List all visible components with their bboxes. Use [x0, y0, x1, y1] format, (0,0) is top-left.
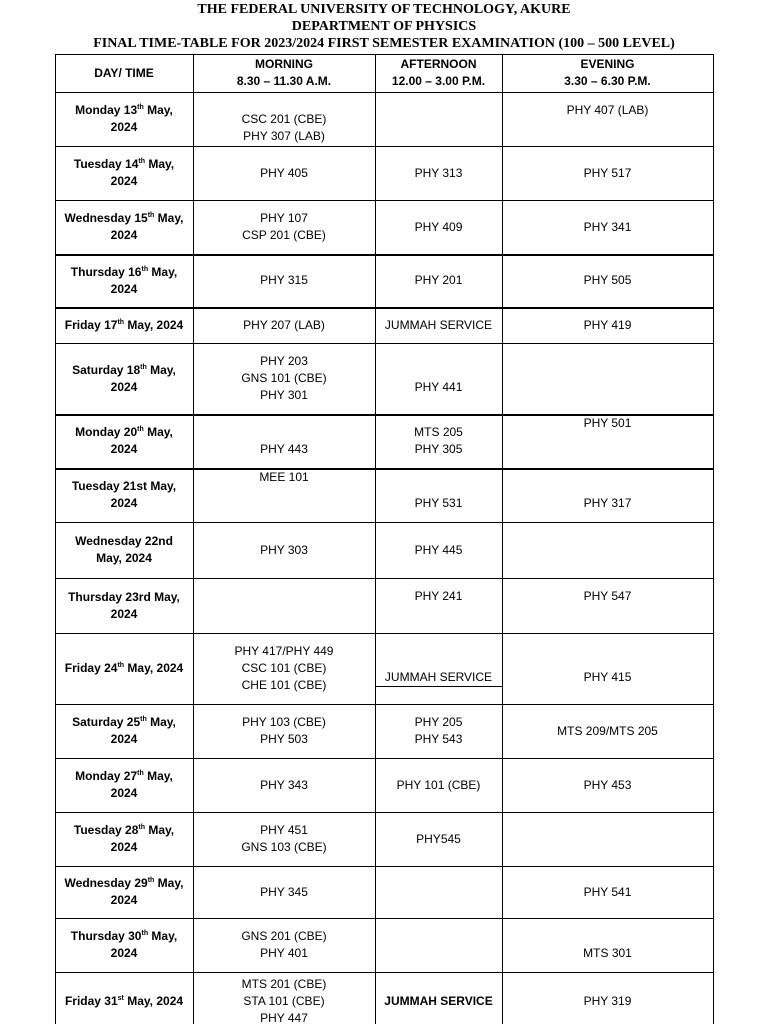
row-day-label: [55, 362, 193, 379]
row-day-label: [55, 928, 193, 945]
row-day-suffix: th: [137, 426, 144, 433]
cell-afternoon: [375, 588, 502, 605]
timetable-title: FINAL TIME-TABLE FOR 2023/2024 FIRST SEMESTER EXAMINATION (100 – 500 LEVEL): [93, 36, 675, 51]
cell-morning-line: PHY 443: [260, 442, 308, 456]
row-day-label: [55, 264, 193, 281]
cell-morning: [193, 353, 375, 404]
row-day-year: May, 2024: [96, 551, 152, 565]
row-day-year: 2024: [110, 840, 138, 854]
cell-morning: [193, 111, 375, 145]
cell-evening: [502, 723, 713, 740]
row-day-label: [55, 478, 193, 495]
row-day-rest: May,: [148, 264, 178, 279]
row-day-year: 2024: [110, 174, 138, 188]
row-day: [55, 362, 193, 396]
row-day-year: 2024: [110, 281, 138, 296]
row-day-suffix: th: [147, 212, 155, 219]
cell-evening-line: PHY 341: [583, 219, 632, 234]
row-day: [55, 424, 193, 458]
cell-evening: [502, 272, 713, 289]
row-divider: [55, 200, 714, 201]
cell-morning-line: MTS 201 (CBE): [241, 976, 327, 991]
row-day-text: Wednesday 22nd: [75, 534, 173, 548]
row-divider: [55, 146, 714, 147]
column-header-evening: [502, 56, 713, 90]
row-day: [55, 317, 193, 334]
row-day-text: Thursday 30: [70, 929, 142, 943]
cell-evening: [502, 219, 713, 236]
cell-morning-line: PHY 405: [260, 165, 308, 180]
row-day-rest: May,: [148, 929, 178, 943]
cell-morning-line: PHY 315: [260, 273, 308, 287]
cell-afternoon-line: PHY 409: [414, 219, 463, 234]
cell-morning-line: PHY 343: [260, 777, 308, 792]
row-day-rest: May,: [146, 715, 176, 729]
row-day-year: 2024: [110, 442, 138, 456]
cell-afternoon-line: PHY 531: [414, 496, 463, 510]
row-day-text: Tuesday 28: [73, 823, 139, 837]
cell-evening-line: PHY 415: [583, 669, 632, 684]
row-day: [55, 993, 193, 1010]
cell-morning-line: PHY 207 (LAB): [243, 317, 325, 332]
row-day: [55, 875, 193, 909]
cell-afternoon-line: PHY 305: [414, 442, 463, 456]
cell-evening: [502, 777, 713, 794]
cell-afternoon: [375, 777, 502, 794]
cell-morning-line: GNS 101 (CBE): [241, 371, 327, 385]
cell-morning: [193, 643, 375, 694]
row-day-text: Thursday 16: [70, 264, 142, 279]
cell-afternoon: [375, 669, 502, 686]
cell-morning: [193, 469, 375, 486]
cell-evening-line: PHY 501: [583, 416, 632, 430]
cell-afternoon-line: PHY 441: [414, 379, 463, 394]
row-divider: [55, 704, 714, 705]
row-day-suffix: th: [137, 104, 144, 111]
row-day-text: Friday 24: [64, 661, 118, 675]
cell-morning-line: PHY 107: [260, 211, 308, 225]
row-divider: [55, 812, 714, 813]
row-day-year: 2024: [110, 606, 138, 621]
cell-evening: [502, 165, 713, 182]
cell-afternoon-line: PHY 101 (CBE): [396, 777, 481, 792]
cell-evening: [502, 669, 713, 686]
cell-afternoon-line: MTS 205: [414, 425, 463, 439]
row-day-suffix: th: [138, 824, 145, 831]
row-day: [55, 714, 193, 748]
cell-morning-line: GNS 103 (CBE): [241, 840, 327, 854]
row-day-suffix: th: [141, 265, 149, 273]
row-day-label: [55, 660, 193, 677]
row-day-text: Saturday 18: [72, 362, 141, 377]
row-day-suffix: st: [117, 994, 124, 1002]
row-day-suffix: th: [140, 363, 147, 371]
row-day-label: [55, 768, 193, 785]
cell-evening-line: MTS 301: [583, 946, 632, 960]
cell-evening: [502, 415, 713, 432]
cell-morning-line: STA 101 (CBE): [243, 993, 325, 1008]
cell-morning: [193, 714, 375, 748]
row-day-label: [55, 714, 193, 731]
cell-evening: [502, 993, 713, 1010]
row-day-suffix: th: [117, 318, 125, 326]
row-day-year: 2024: [110, 732, 138, 746]
cell-afternoon: [375, 379, 502, 396]
cell-morning: [193, 542, 375, 559]
row-day-year: 2024: [110, 379, 138, 394]
cell-morning-line: CSP 201 (CBE): [242, 228, 326, 242]
row-day-year: 2024: [110, 786, 138, 800]
row-day: [55, 589, 193, 623]
row-day-suffix: th: [138, 158, 145, 165]
cell-afternoon: [375, 165, 502, 182]
cell-divider: [375, 686, 502, 687]
row-day-label: [55, 533, 193, 550]
cell-evening-line: MTS 209/MTS 205: [557, 723, 658, 738]
cell-afternoon-line: PHY 241: [414, 589, 463, 603]
row-day-suffix: th: [147, 877, 155, 884]
column-header-day-time: DAY/ TIME: [94, 65, 154, 80]
row-divider: [55, 522, 714, 523]
cell-evening: [502, 588, 713, 605]
cell-evening-line: PHY 407 (LAB): [566, 103, 649, 117]
row-day: [55, 478, 193, 512]
cell-evening-line: PHY 453: [583, 777, 632, 792]
cell-afternoon: [375, 424, 502, 458]
cell-morning-line: PHY 401: [260, 946, 308, 960]
row-divider: [55, 972, 714, 973]
cell-evening-line: PHY 541: [583, 884, 632, 899]
cell-evening-line: PHY 547: [583, 589, 632, 603]
cell-afternoon: [375, 272, 502, 289]
row-day-rest: May,: [154, 211, 184, 225]
cell-morning-line: PHY 447: [260, 1010, 308, 1025]
row-day: [55, 928, 193, 962]
cell-morning-line: PHY 417/PHY 449: [234, 644, 334, 658]
row-day: [55, 156, 193, 190]
row-day-text: Tuesday 14: [73, 157, 139, 171]
row-day-rest: May,: [154, 876, 184, 890]
cell-morning: [193, 272, 375, 289]
row-day: [55, 264, 193, 298]
row-day-suffix: th: [140, 716, 147, 723]
university-title: THE FEDERAL UNIVERSITY OF TECHNOLOGY, AKURE: [197, 2, 571, 17]
row-day-rest: May, 2024: [124, 317, 184, 332]
row-day-text: Monday 13: [75, 103, 138, 117]
cell-morning-line: PHY 103 (CBE): [242, 715, 326, 729]
cell-morning-line: MEE 101: [259, 470, 309, 484]
cell-evening-line: PHY 319: [583, 993, 632, 1008]
row-divider: [55, 468, 714, 470]
column-divider: [193, 54, 194, 1024]
cell-morning-line: CSC 101 (CBE): [241, 661, 327, 675]
row-day-text: Wednesday 15: [64, 211, 148, 225]
row-day-rest: May, 2024: [124, 661, 184, 675]
cell-evening-line: PHY 317: [583, 496, 632, 510]
row-day-year: 2024: [110, 946, 138, 960]
row-day-label: [55, 102, 193, 119]
row-day: [55, 660, 193, 677]
cell-afternoon: [375, 831, 502, 848]
row-day-year: 2024: [110, 893, 138, 907]
cell-afternoon: [375, 714, 502, 748]
column-header-morning-time: 8.30 – 11.30 A.M.: [236, 74, 332, 88]
column-divider: [375, 54, 376, 1024]
row-day-year: 2024: [110, 228, 138, 242]
row-day: [55, 210, 193, 244]
cell-evening: [502, 102, 713, 119]
row-day-label: [55, 156, 193, 173]
cell-afternoon-line: PHY 313: [414, 165, 463, 180]
row-day-text: Thursday 23rd May,: [68, 589, 180, 604]
row-divider: [55, 307, 714, 309]
row-day: [55, 822, 193, 856]
row-day-text: Monday 27: [75, 769, 138, 783]
cell-afternoon: [375, 219, 502, 236]
row-day-rest: May,: [144, 157, 175, 171]
cell-morning: [193, 884, 375, 901]
cell-morning-line: PHY 307 (LAB): [243, 128, 325, 143]
cell-morning-line: PHY 301: [260, 388, 308, 402]
cell-afternoon-line: PHY 201: [414, 273, 463, 287]
cell-afternoon: [375, 542, 502, 559]
row-day-text: Tuesday 21st May,: [71, 479, 177, 493]
cell-evening: [502, 317, 713, 334]
row-day-suffix: th: [137, 770, 144, 777]
cell-morning-line: PHY 345: [260, 884, 308, 899]
row-day-text: Wednesday 29: [64, 876, 148, 890]
row-divider: [55, 918, 714, 919]
cell-evening: [502, 945, 713, 962]
row-divider: [55, 54, 714, 55]
column-divider: [713, 54, 714, 1024]
column-header-evening-time: 3.30 – 6.30 P.M.: [564, 74, 651, 88]
row-divider: [55, 578, 714, 579]
cell-morning-line: PHY 303: [260, 542, 308, 557]
cell-evening-line: PHY 419: [583, 317, 632, 332]
row-day-suffix: th: [117, 662, 125, 669]
cell-morning: [193, 976, 375, 1027]
row-day: [55, 102, 193, 136]
row-day: [55, 768, 193, 802]
row-day-rest: May,: [143, 425, 173, 439]
row-day-rest: May,: [146, 362, 176, 377]
cell-afternoon-line: PHY 445: [414, 542, 463, 557]
cell-morning-line: CSC 201 (CBE): [241, 111, 327, 126]
row-divider: [55, 254, 714, 256]
cell-afternoon-line: PHY 205: [414, 715, 463, 729]
row-day-text: Friday 17: [64, 317, 118, 332]
cell-morning: [193, 777, 375, 794]
column-header-afternoon-label: AFTERNOON: [400, 57, 477, 71]
cell-morning: [193, 165, 375, 182]
cell-morning: [193, 928, 375, 962]
cell-morning-line: PHY 451: [260, 823, 308, 837]
cell-morning: [193, 210, 375, 244]
cell-morning-line: GNS 201 (CBE): [241, 929, 327, 943]
row-divider: [55, 758, 714, 759]
cell-afternoon: [375, 993, 502, 1010]
cell-afternoon-line: JUMMAH SERVICE: [384, 669, 493, 684]
cell-afternoon: [375, 317, 502, 334]
cell-morning-line: CHE 101 (CBE): [241, 678, 327, 692]
row-day-label: [55, 317, 193, 334]
row-day-rest: May,: [144, 823, 175, 837]
cell-morning-line: PHY 203: [260, 354, 308, 368]
row-day-year: 2024: [110, 120, 138, 134]
cell-evening-line: PHY 505: [583, 273, 632, 287]
row-divider: [55, 866, 714, 867]
row-day-label: [55, 210, 193, 227]
row-day-label: [55, 822, 193, 839]
column-header-morning: [193, 56, 375, 90]
row-day-text: Friday 31: [64, 993, 118, 1008]
cell-morning-line: PHY 503: [260, 732, 308, 746]
row-day-label: [55, 589, 193, 606]
column-header-morning-label: MORNING: [255, 57, 313, 71]
cell-morning: [193, 822, 375, 856]
row-day-text: Monday 20: [75, 425, 138, 439]
cell-afternoon: [375, 495, 502, 512]
row-day-label: [55, 875, 193, 892]
cell-evening: [502, 884, 713, 901]
row-day-year: 2024: [110, 496, 138, 510]
row-divider: [55, 633, 714, 634]
cell-evening: [502, 495, 713, 512]
cell-afternoon-line: PHY545: [416, 831, 461, 846]
cell-afternoon-line: PHY 543: [414, 732, 463, 746]
row-day: [55, 533, 193, 567]
cell-morning: [193, 317, 375, 334]
row-divider: [55, 343, 714, 344]
row-day-label: [55, 424, 193, 441]
row-day-label: [55, 993, 193, 1010]
cell-morning: [193, 441, 375, 458]
row-day-suffix: th: [141, 930, 149, 937]
department-title: DEPARTMENT OF PHYSICS: [291, 19, 477, 34]
cell-afternoon-line: JUMMAH SERVICE: [384, 317, 493, 332]
row-divider: [55, 92, 714, 93]
row-day-rest: May,: [143, 769, 173, 783]
column-divider: [502, 54, 503, 1024]
row-day-rest: May,: [143, 103, 173, 117]
row-day-text: Saturday 25: [72, 715, 141, 729]
cell-afternoon-line: JUMMAH SERVICE: [384, 993, 493, 1008]
column-header-afternoon: [375, 56, 502, 90]
column-header-evening-label: EVENING: [580, 57, 635, 71]
cell-evening-line: PHY 517: [583, 165, 632, 180]
column-header-afternoon-time: 12.00 – 3.00 P.M.: [391, 74, 486, 88]
row-day-rest: May, 2024: [123, 993, 184, 1008]
